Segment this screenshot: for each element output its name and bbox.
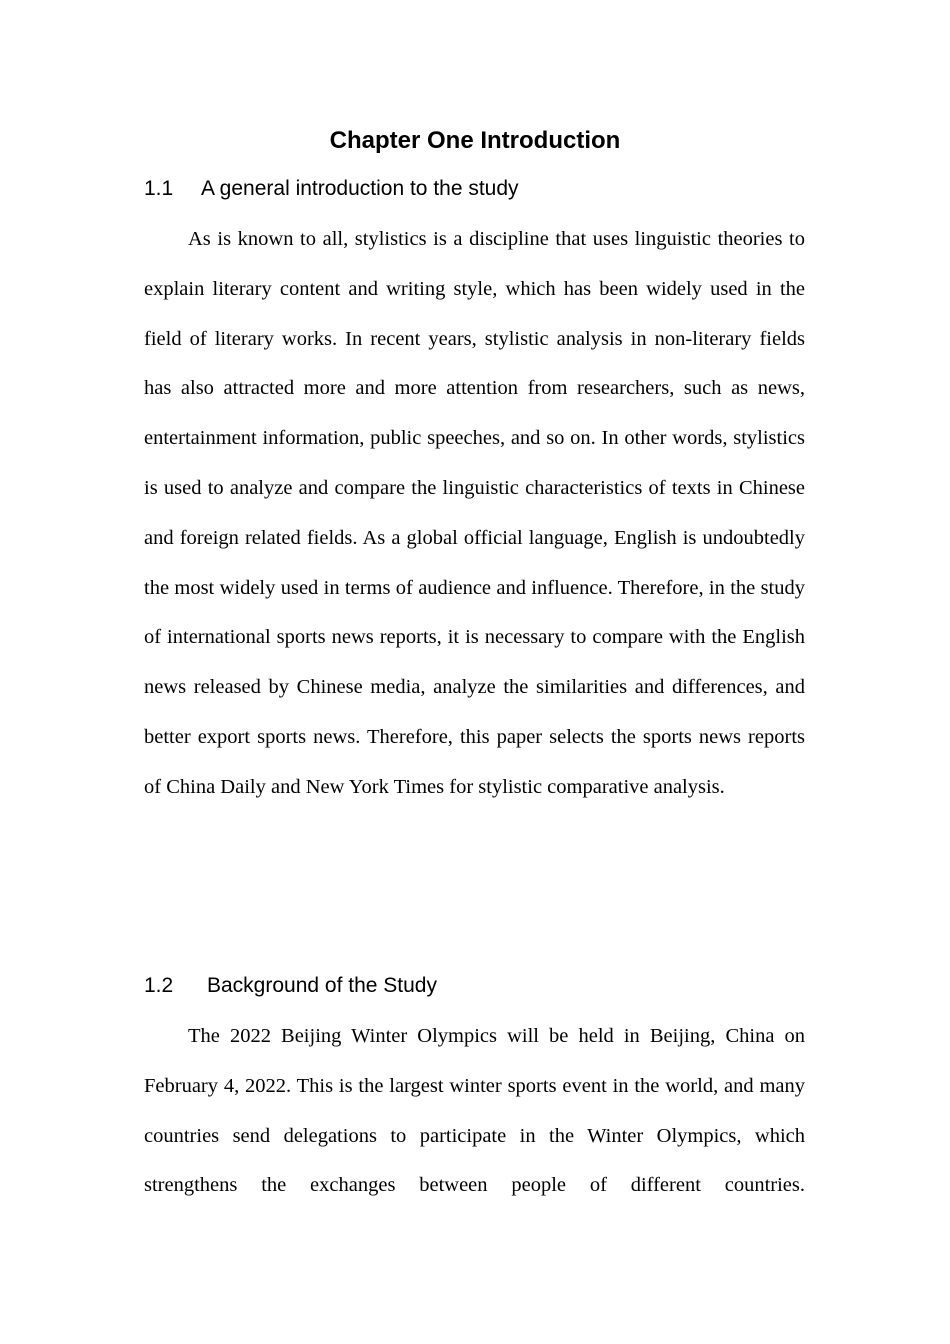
body-paragraph: As is known to all, stylistics is a discipline that uses linguistic theories to explain literary content and writing style, which has been widely used in the field of literary works. In recent years, stylistic analysis in non-literary fields has also attracted more and more attention from researchers, such as news, entertainment information, public speeches, and so on. In other words, stylistics is used to analyze and compare the linguistic characteristics of texts in Chinese and foreign related fields. As a global official language, English is undoubtedly the most widely used in terms of audience and influence. Therefore, in the study of international sports news reports, it is necessary to compare with the English news released by Chinese media, analyze the similarities and differences, and better export sports news. Therefore, this paper selects the sports news reports of China Daily and New York Times for stylistic comparative analysis. bbox=[144, 228, 805, 798]
section-title: Background of the Study bbox=[207, 974, 437, 997]
section-number: 1.2 bbox=[144, 974, 174, 997]
section-title: A general introduction to the study bbox=[201, 177, 519, 200]
section-heading-1-2 bbox=[144, 971, 437, 1001]
section-heading-1-1 bbox=[144, 174, 519, 204]
section-number: 1.1 bbox=[144, 177, 174, 200]
body-paragraph: The 2022 Beijing Winter Olympics will be held in Beijing, China on February 4, 2022. This is the largest winter sports event in the world, and many countries send delegations to participate in the Winter Olympics, which strengthens the exchanges between people of different countries. bbox=[144, 1025, 805, 1197]
chapter-title: Chapter One Introduction bbox=[329, 127, 621, 154]
